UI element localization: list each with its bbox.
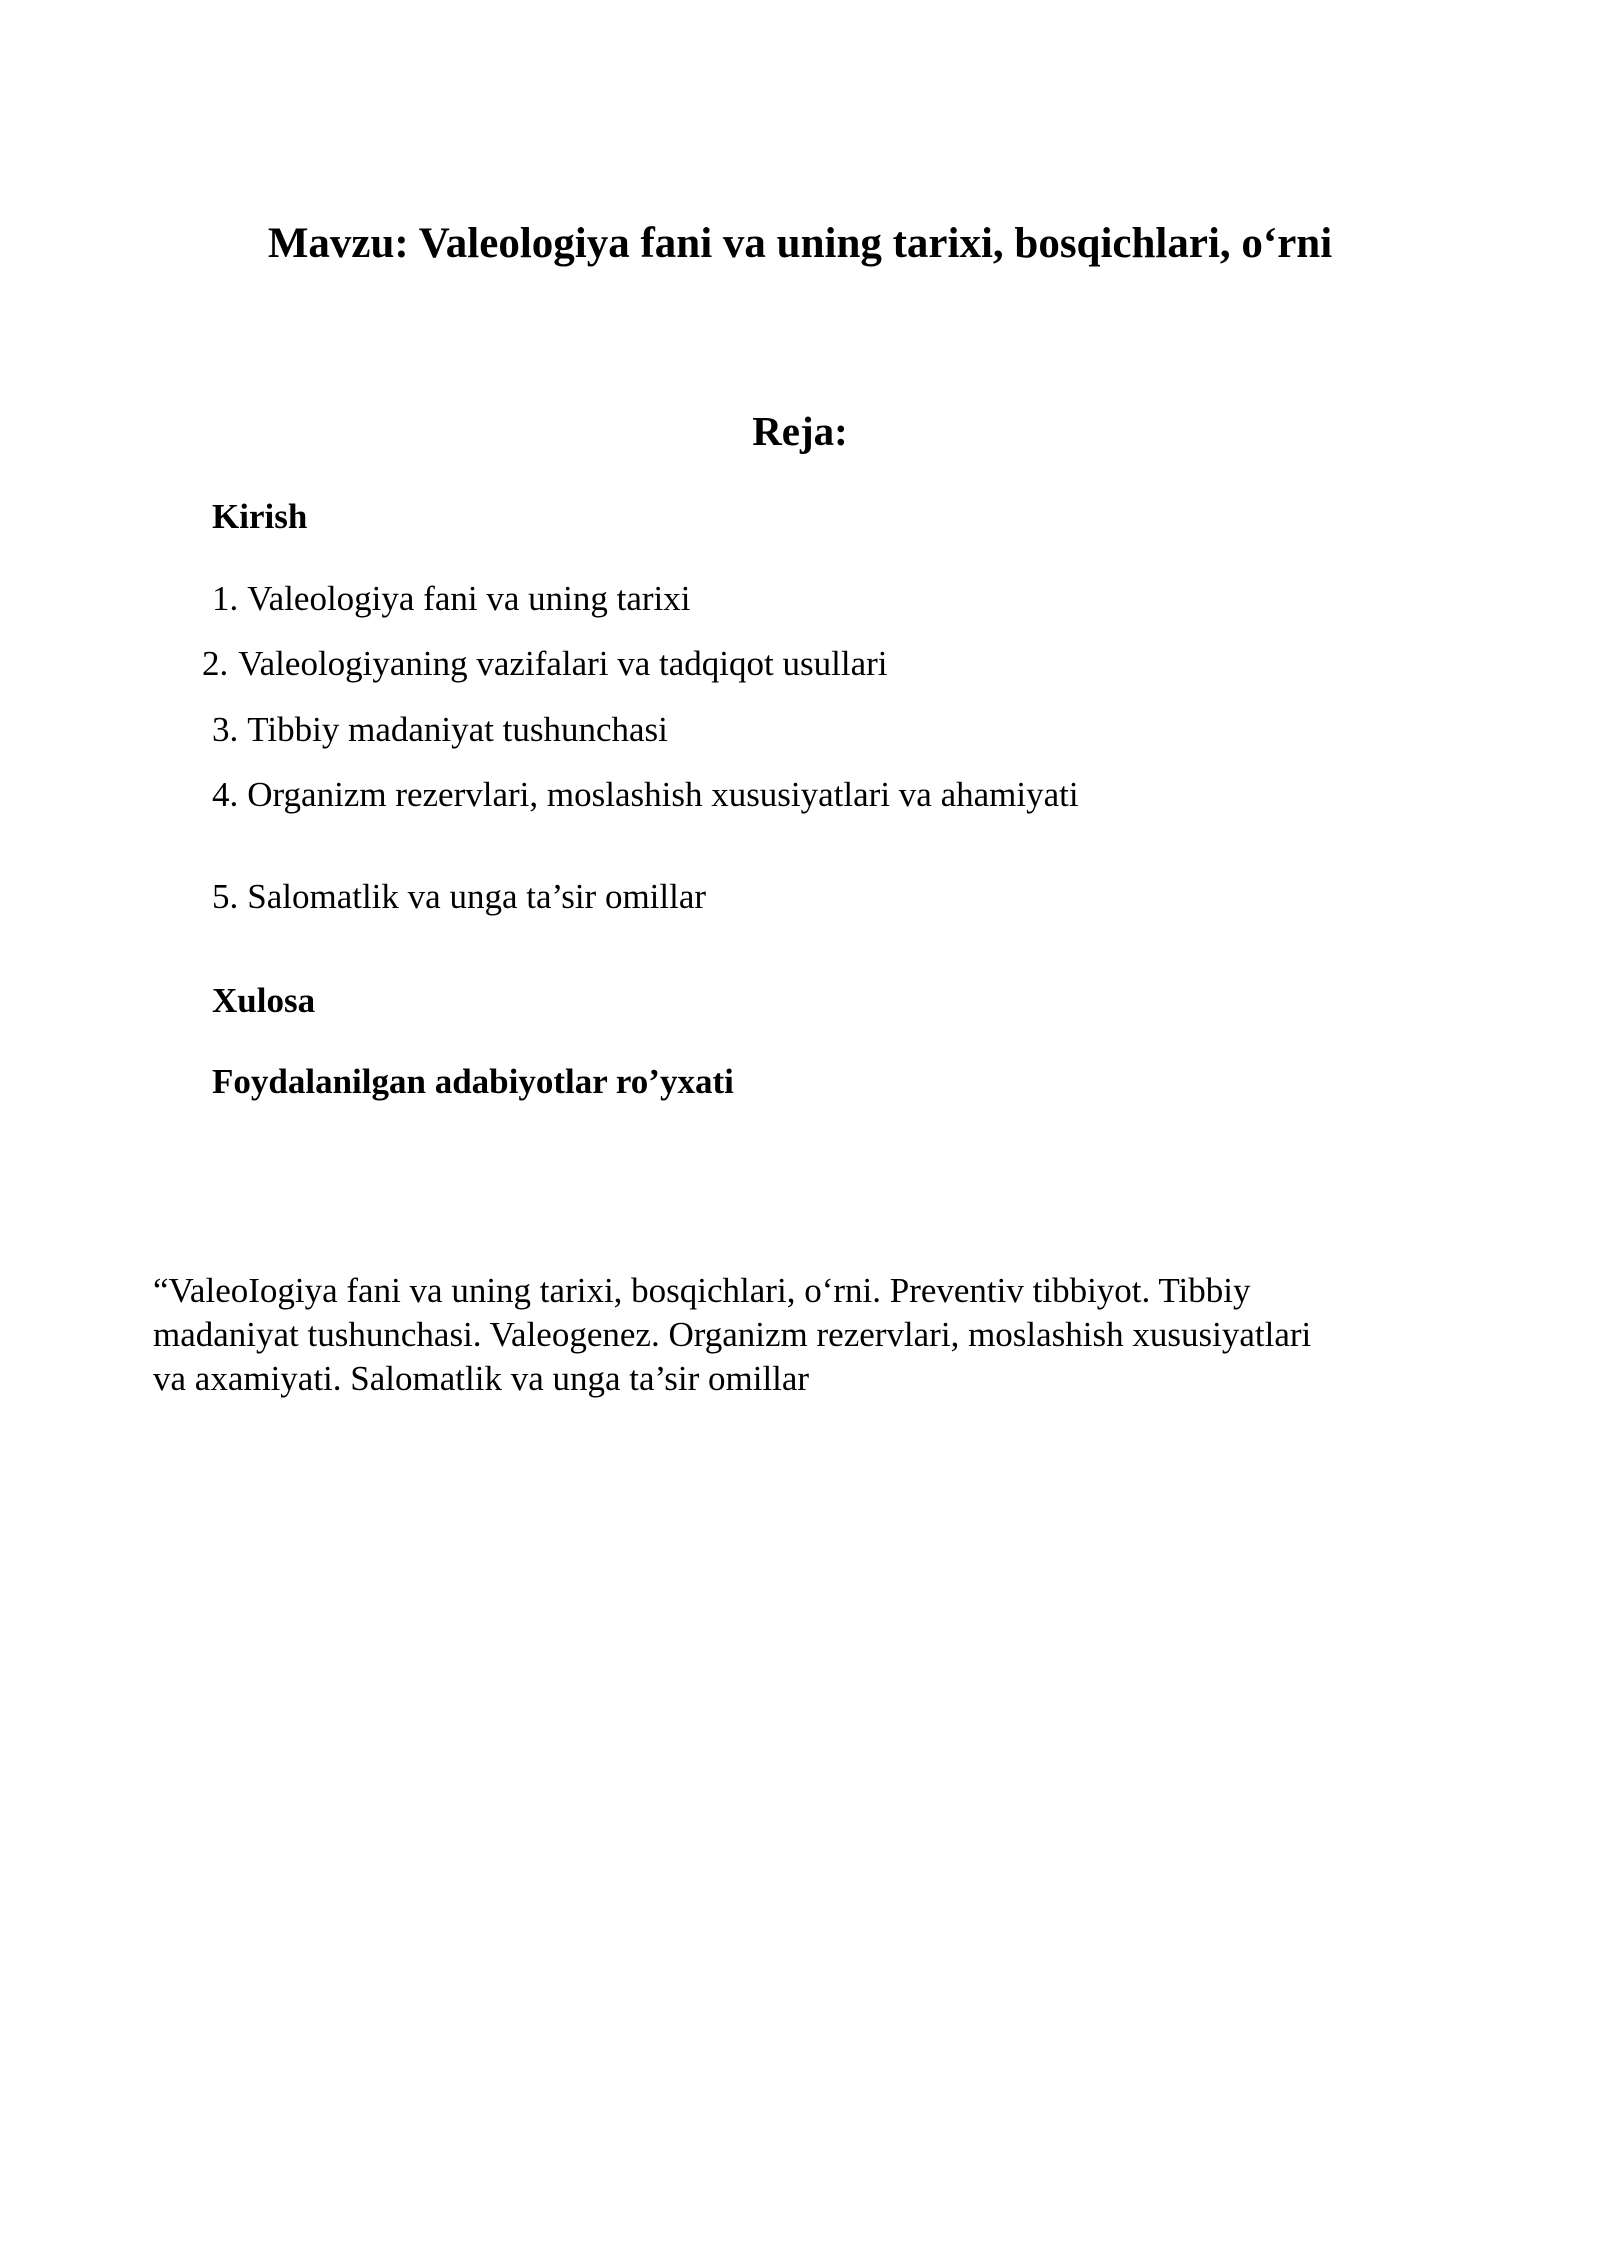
plan-item-text: Valeologiya fani va uning tarixi <box>247 579 691 618</box>
summary-line: madaniyat tushunchasi. Valeogenez. Organizm rezervlari, moslashish xususiyatlari <box>153 1315 1312 1354</box>
plan-item <box>212 576 690 622</box>
summary-line: va axamiyati. Salomatlik va unga ta’sir omillar <box>153 1359 810 1398</box>
plan-item <box>212 874 706 920</box>
plan-item-number: 5. <box>212 877 239 916</box>
plan-item-text: Organizm rezervlari, moslashish xususiyatlari va ahamiyati <box>247 775 1079 814</box>
intro-heading: Kirish <box>212 497 308 536</box>
plan-item-number: 1. <box>212 579 239 618</box>
summary-line: “ValeoIogiya fani va uning tarixi, bosqichlari, o‘rni. Preventiv tibbiyot. Tibbiy <box>153 1271 1251 1310</box>
plan-item-number: 2. <box>202 644 229 683</box>
plan-item-number: 4. <box>212 775 239 814</box>
plan-item-text: Valeologiyaning vazifalari va tadqiqot usullari <box>238 644 888 683</box>
plan-item <box>212 772 1079 818</box>
plan-item-text: Salomatlik va unga ta’sir omillar <box>247 877 707 916</box>
plan-item-number: 3. <box>212 710 239 749</box>
references-heading: Foydalanilgan adabiyotlar ro’yxati <box>212 1062 734 1101</box>
summary-paragraph <box>153 1269 1453 1401</box>
plan-item <box>212 707 668 753</box>
plan-item-text: Tibbiy madaniyat tushunchasi <box>247 710 668 749</box>
plan-heading: Reja: <box>752 408 848 454</box>
document-title: Mavzu: Valeologiya fani va uning tarixi, bosqichlari, o‘rni <box>267 220 1333 267</box>
plan-item <box>202 641 888 687</box>
conclusion-heading: Xulosa <box>212 981 316 1020</box>
